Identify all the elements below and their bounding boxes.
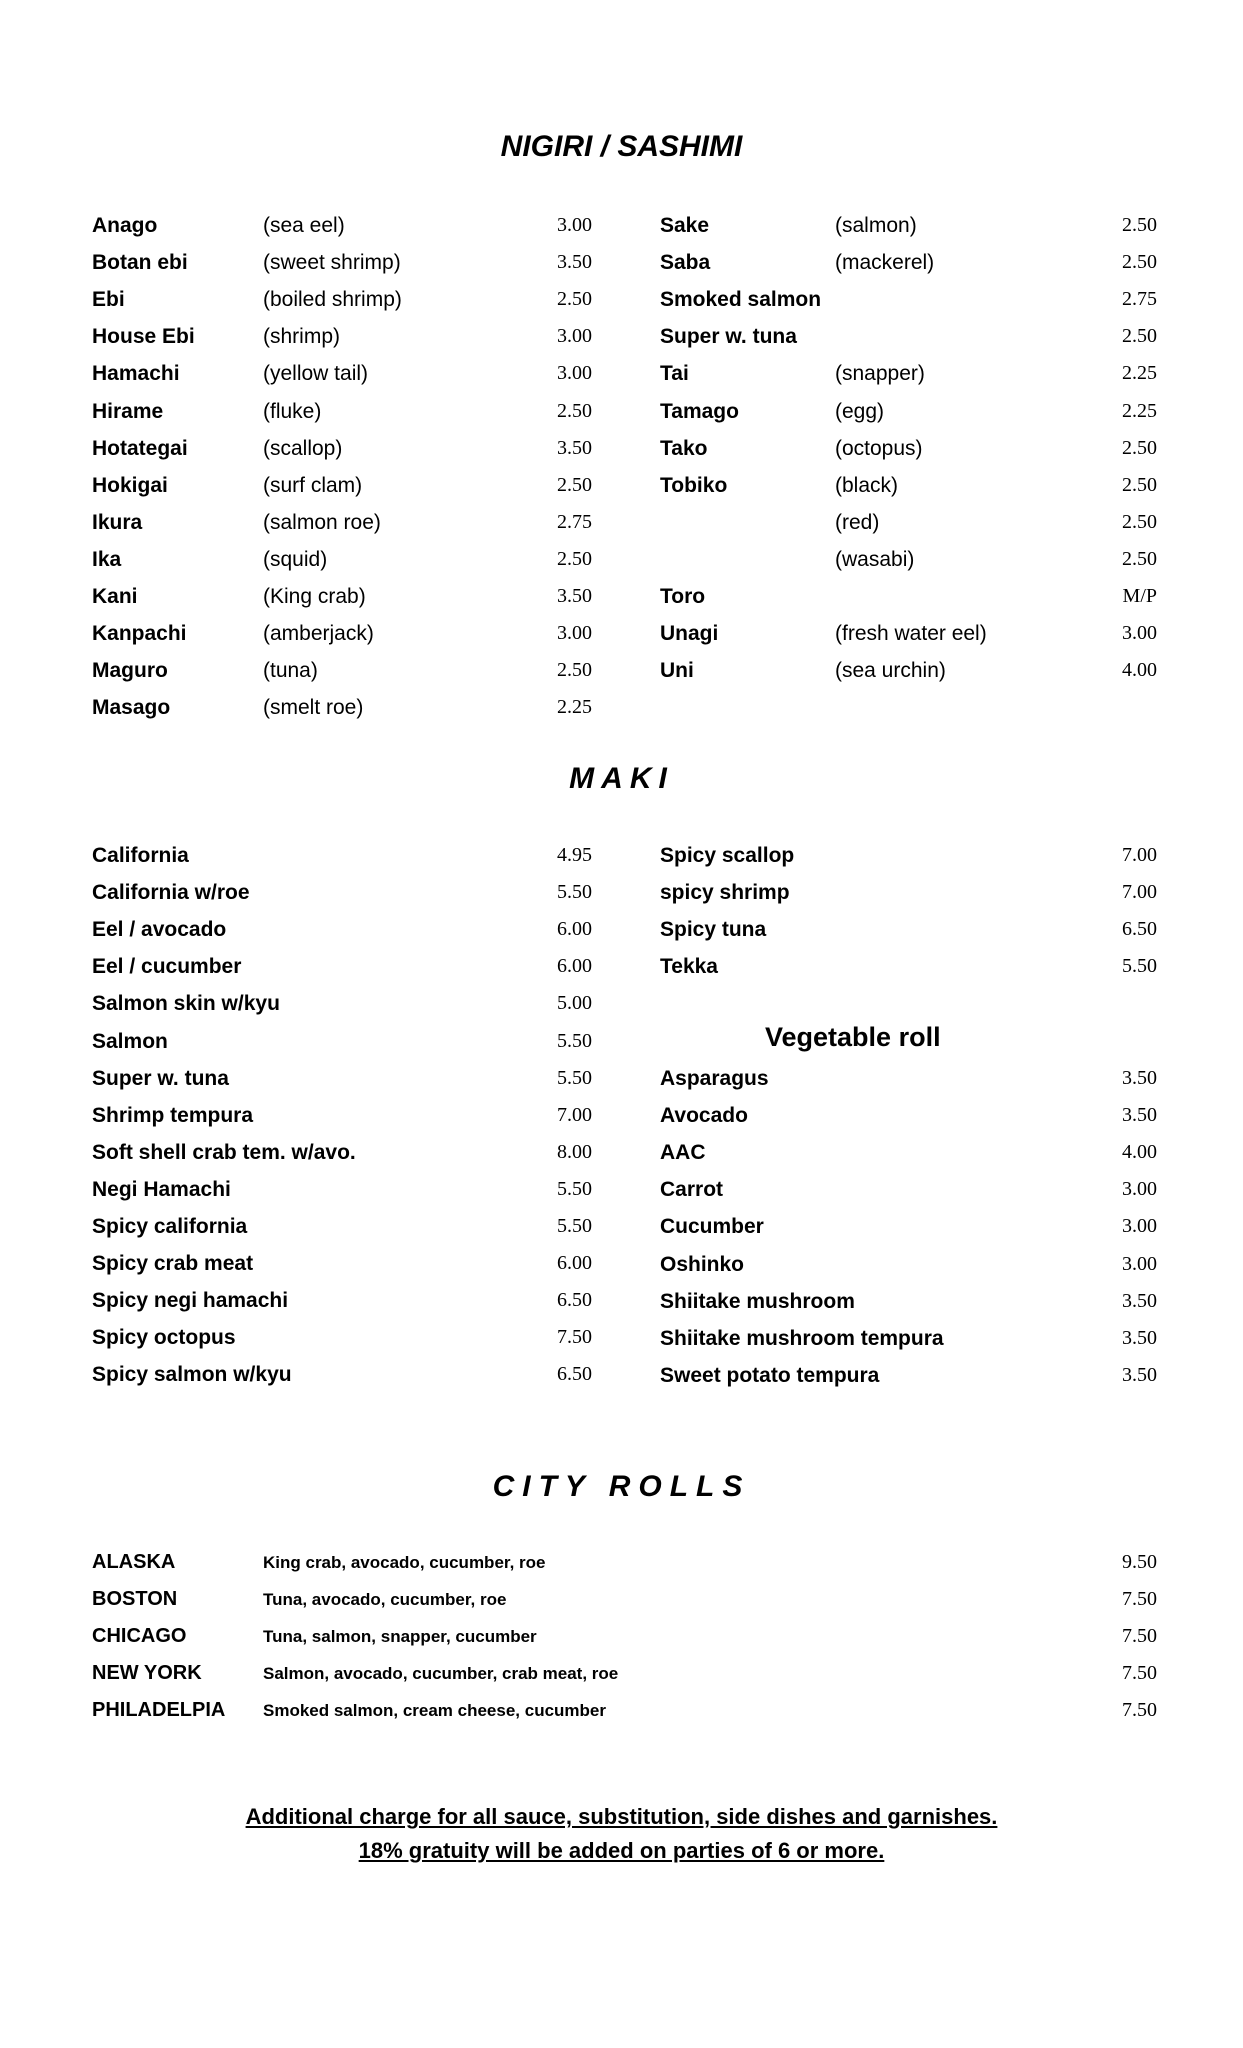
item-description: (egg) (835, 399, 885, 423)
item-name: Botan ebi (92, 251, 188, 275)
menu-item-row (660, 652, 1157, 689)
item-price: 4.00 (1122, 1141, 1157, 1164)
city-roll-price: 7.50 (1122, 1699, 1157, 1722)
item-description: (fluke) (263, 399, 322, 423)
item-price: 8.00 (557, 1140, 592, 1163)
item-name: Spicy octopus (92, 1326, 236, 1350)
menu-item-row (660, 1283, 1157, 1320)
menu-item-row (92, 355, 592, 392)
menu-item-row (660, 281, 1157, 318)
menu-item-row (92, 985, 592, 1022)
city-roll-ingredients: King crab, avocado, cucumber, roe (263, 1553, 546, 1572)
item-price: 5.50 (557, 1066, 592, 1089)
item-price: 5.50 (557, 1215, 592, 1237)
city-roll-name: ALASKA (92, 1551, 176, 1573)
item-name: Carrot (660, 1178, 724, 1202)
item-name: Masago (92, 696, 171, 720)
item-name: Kani (92, 585, 138, 608)
menu-item-row (660, 1171, 1157, 1208)
item-price: M/P (1122, 585, 1157, 607)
menu-item-row (660, 318, 1157, 355)
city-roll-ingredients: Tuna, avocado, cucumber, roe (263, 1590, 507, 1610)
item-description: (King crab) (263, 585, 366, 608)
item-name: Tako (660, 436, 708, 460)
item-price: 2.50 (557, 288, 592, 311)
item-name: Ika (92, 547, 122, 571)
menu-item-row (92, 541, 592, 578)
item-description: (salmon) (835, 214, 917, 237)
item-name: Hamachi (92, 362, 180, 386)
item-description: (smelt roe) (263, 696, 364, 720)
item-price: 2.75 (1122, 288, 1157, 311)
item-name: Ikura (92, 510, 143, 534)
menu-item-row (92, 207, 592, 244)
menu-item-row (660, 430, 1157, 467)
item-description: (snapper) (835, 362, 925, 386)
item-price: 3.50 (1122, 1104, 1157, 1127)
menu-item-row (92, 430, 592, 467)
item-price: 4.00 (1122, 659, 1157, 682)
city-roll-row (92, 1581, 1157, 1618)
item-price: 5.50 (557, 1029, 592, 1052)
item-name: Ebi (92, 288, 125, 312)
menu-item-row (92, 1356, 592, 1393)
city-rolls-title: CITY ROLLS (492, 1470, 751, 1503)
item-name: California (92, 844, 189, 867)
maki-title: MAKI (569, 762, 674, 795)
item-description: (sweet shrimp) (263, 251, 401, 275)
item-price: 2.50 (1122, 436, 1157, 459)
item-name: Sake (660, 214, 710, 237)
item-price: 3.00 (1122, 622, 1157, 645)
city-roll-row (92, 1655, 1157, 1692)
menu-item-row (660, 1357, 1157, 1394)
item-name: Avocado (660, 1104, 748, 1128)
menu-item-row (660, 874, 1157, 911)
item-price: 6.50 (557, 1363, 592, 1386)
item-price: 2.50 (557, 547, 592, 570)
item-price: 2.75 (557, 510, 592, 533)
item-name: Anago (92, 214, 158, 237)
note-additional-charge: Additional charge for all sauce, substitution, side dishes and garnishes. (245, 1804, 998, 1829)
item-name: Hotategai (92, 436, 188, 460)
item-name: Unagi (660, 622, 719, 646)
item-name: Uni (660, 659, 694, 683)
city-roll-row (92, 1544, 1157, 1581)
item-price: 2.50 (1122, 325, 1157, 348)
menu-item-row (92, 874, 592, 911)
menu-item-row (92, 1097, 592, 1134)
menu-item-row (660, 1060, 1157, 1097)
menu-item-row (92, 578, 592, 615)
item-name: Spicy california (92, 1215, 248, 1238)
item-price: 2.25 (557, 696, 592, 719)
item-price: 2.50 (557, 399, 592, 422)
item-name: Kanpachi (92, 622, 187, 646)
menu-item-row (660, 207, 1157, 244)
item-price: 7.00 (557, 1103, 592, 1126)
item-description: (black) (835, 473, 899, 497)
city-roll-name: PHILADELPIA (92, 1699, 226, 1722)
menu-item-row (92, 615, 592, 652)
menu-item-row (660, 541, 1157, 578)
item-name: Tamago (660, 399, 739, 423)
item-name: Negi Hamachi (92, 1177, 231, 1201)
item-description: (wasabi) (835, 547, 915, 571)
menu-item-row (92, 393, 592, 430)
menu-item-row (92, 1023, 592, 1060)
menu-item-row (660, 911, 1157, 948)
item-name: Hirame (92, 399, 164, 423)
menu-item-row (660, 1320, 1157, 1357)
menu-item-row (660, 355, 1157, 392)
menu-item-row (92, 281, 592, 318)
menu-item-row (660, 1097, 1157, 1134)
item-price: 3.00 (1122, 1178, 1157, 1201)
item-name: Shiitake mushroom tempura (660, 1326, 944, 1350)
menu-item-row (92, 652, 592, 689)
nigiri-sashimi-title: NIGIRI / SASHIMI (500, 130, 743, 163)
item-price: 3.00 (1122, 1215, 1157, 1238)
city-roll-ingredients: Salmon, avocado, cucumber, crab meat, roe (263, 1664, 619, 1684)
item-price: 3.50 (1122, 1326, 1157, 1349)
item-price: 6.50 (1122, 918, 1157, 941)
city-roll-price: 7.50 (1122, 1625, 1157, 1648)
item-price: 6.00 (557, 955, 592, 978)
city-roll-row (92, 1618, 1157, 1655)
item-name: Shrimp tempura (92, 1103, 254, 1127)
item-description: (fresh water eel) (835, 622, 987, 646)
item-name: Tai (660, 362, 689, 386)
menu-item-row (92, 244, 592, 281)
item-price: 7.00 (1122, 881, 1157, 904)
menu-item-row (92, 1245, 592, 1282)
item-name: Sweet potato tempura (660, 1363, 880, 1387)
item-description: (sea urchin) (835, 659, 946, 683)
item-description: (sea eel) (263, 214, 345, 237)
item-price: 2.25 (1122, 362, 1157, 385)
item-description: (squid) (263, 547, 328, 571)
item-name: Toro (660, 585, 706, 608)
item-description: (boiled shrimp) (263, 288, 402, 312)
item-description: (yellow tail) (263, 362, 369, 386)
vegetable-roll-title: Vegetable roll (765, 1022, 941, 1052)
item-description: (red) (835, 510, 880, 534)
menu-item-row (92, 504, 592, 541)
city-roll-ingredients: Tuna, salmon, snapper, cucumber (263, 1627, 537, 1647)
item-name: spicy shrimp (660, 881, 790, 905)
item-name: Asparagus (660, 1067, 769, 1090)
item-price: 2.50 (1122, 510, 1157, 533)
item-description: (amberjack) (263, 622, 374, 646)
menu-item-row (92, 1319, 592, 1356)
city-roll-price: 7.50 (1122, 1662, 1157, 1685)
menu-item-row (92, 1171, 592, 1208)
item-price: 6.00 (557, 1252, 592, 1275)
item-price: 3.50 (1122, 1363, 1157, 1386)
item-price: 5.50 (1122, 955, 1157, 978)
item-description: (tuna) (263, 659, 318, 683)
item-price: 3.50 (557, 436, 592, 459)
item-price: 3.50 (557, 251, 592, 274)
item-name: Oshinko (660, 1252, 745, 1276)
item-name: Hokigai (92, 473, 168, 497)
item-name: Salmon (92, 1029, 168, 1053)
menu-item-row (660, 393, 1157, 430)
menu-item-row (92, 318, 592, 355)
menu-item-row (92, 689, 592, 726)
item-price: 2.50 (557, 659, 592, 682)
city-roll-name: BOSTON (92, 1588, 178, 1611)
menu-item-row (660, 578, 1157, 615)
item-price: 3.00 (557, 325, 592, 348)
item-name: House Ebi (92, 325, 195, 349)
item-price: 3.00 (557, 622, 592, 645)
menu-item-row (660, 244, 1157, 281)
item-price: 2.50 (1122, 214, 1157, 236)
item-description: (octopus) (835, 436, 923, 460)
item-name: Spicy tuna (660, 918, 767, 942)
item-name: Maguro (92, 659, 168, 683)
menu-item-row (92, 837, 592, 874)
item-name: Saba (660, 251, 711, 275)
item-price: 3.50 (1122, 1289, 1157, 1312)
item-name: Spicy negi hamachi (92, 1289, 289, 1313)
city-roll-name: CHICAGO (92, 1625, 187, 1648)
menu-item-row (92, 1060, 592, 1097)
item-description: (surf clam) (263, 473, 363, 497)
menu-item-row (92, 911, 592, 948)
menu-item-row (660, 837, 1157, 874)
item-name: Super w. tuna (92, 1066, 229, 1090)
item-price: 2.50 (1122, 251, 1157, 274)
item-name: Super w. tuna (660, 325, 797, 349)
menu-item-row (660, 615, 1157, 652)
item-price: 3.50 (557, 585, 592, 607)
item-description: (mackerel) (835, 251, 935, 275)
item-price: 7.50 (557, 1326, 592, 1349)
item-price: 7.00 (1122, 844, 1157, 866)
item-name: Tobiko (660, 473, 728, 497)
item-name: Eel / cucumber (92, 955, 242, 979)
item-price: 6.50 (557, 1289, 592, 1312)
item-description: (shrimp) (263, 325, 340, 349)
menu-item-row (92, 1134, 592, 1171)
menu-item-row (660, 1134, 1157, 1171)
item-price: 2.50 (557, 473, 592, 496)
item-price: 3.00 (557, 362, 592, 385)
item-price: 2.50 (1122, 473, 1157, 496)
item-name: Spicy scallop (660, 844, 795, 867)
item-name: Spicy crab meat (92, 1252, 254, 1276)
item-name: Salmon skin w/kyu (92, 992, 280, 1016)
item-price: 3.00 (557, 214, 592, 236)
item-price: 2.25 (1122, 399, 1157, 422)
city-roll-price: 9.50 (1122, 1551, 1157, 1573)
menu-item-row (660, 1208, 1157, 1245)
city-roll-price: 7.50 (1122, 1588, 1157, 1611)
item-price: 2.50 (1122, 547, 1157, 570)
item-price: 5.50 (557, 1177, 592, 1200)
item-price: 5.00 (557, 992, 592, 1015)
city-roll-name: NEW YORK (92, 1662, 202, 1685)
menu-item-row (660, 504, 1157, 541)
item-name: Eel / avocado (92, 918, 227, 942)
menu-item-row (92, 467, 592, 504)
note-gratuity: 18% gratuity will be added on parties of 6 or more. (358, 1838, 885, 1863)
menu-item-row (92, 948, 592, 985)
item-price: 3.50 (1122, 1067, 1157, 1089)
item-name: Cucumber (660, 1215, 764, 1239)
item-name: Tekka (660, 955, 718, 979)
item-description: (salmon roe) (263, 510, 381, 534)
menu-item-row (660, 1246, 1157, 1283)
item-name: AAC (660, 1141, 706, 1165)
item-price: 4.95 (557, 844, 592, 866)
item-price: 3.00 (1122, 1252, 1157, 1275)
item-name: California w/roe (92, 881, 250, 905)
item-price: 6.00 (557, 918, 592, 941)
item-name: Smoked salmon (660, 288, 822, 312)
menu-item-row (92, 1282, 592, 1319)
city-roll-row (92, 1692, 1157, 1729)
menu-item-row (660, 467, 1157, 504)
item-name: Spicy salmon w/kyu (92, 1363, 292, 1387)
item-name: Soft shell crab tem. w/avo. (92, 1140, 356, 1164)
city-roll-ingredients: Smoked salmon, cream cheese, cucumber (263, 1701, 606, 1721)
item-description: (scallop) (263, 436, 343, 460)
menu-item-row (660, 948, 1157, 985)
item-name: Shiitake mushroom (660, 1289, 855, 1313)
item-price: 5.50 (557, 881, 592, 904)
menu-item-row (92, 1208, 592, 1245)
